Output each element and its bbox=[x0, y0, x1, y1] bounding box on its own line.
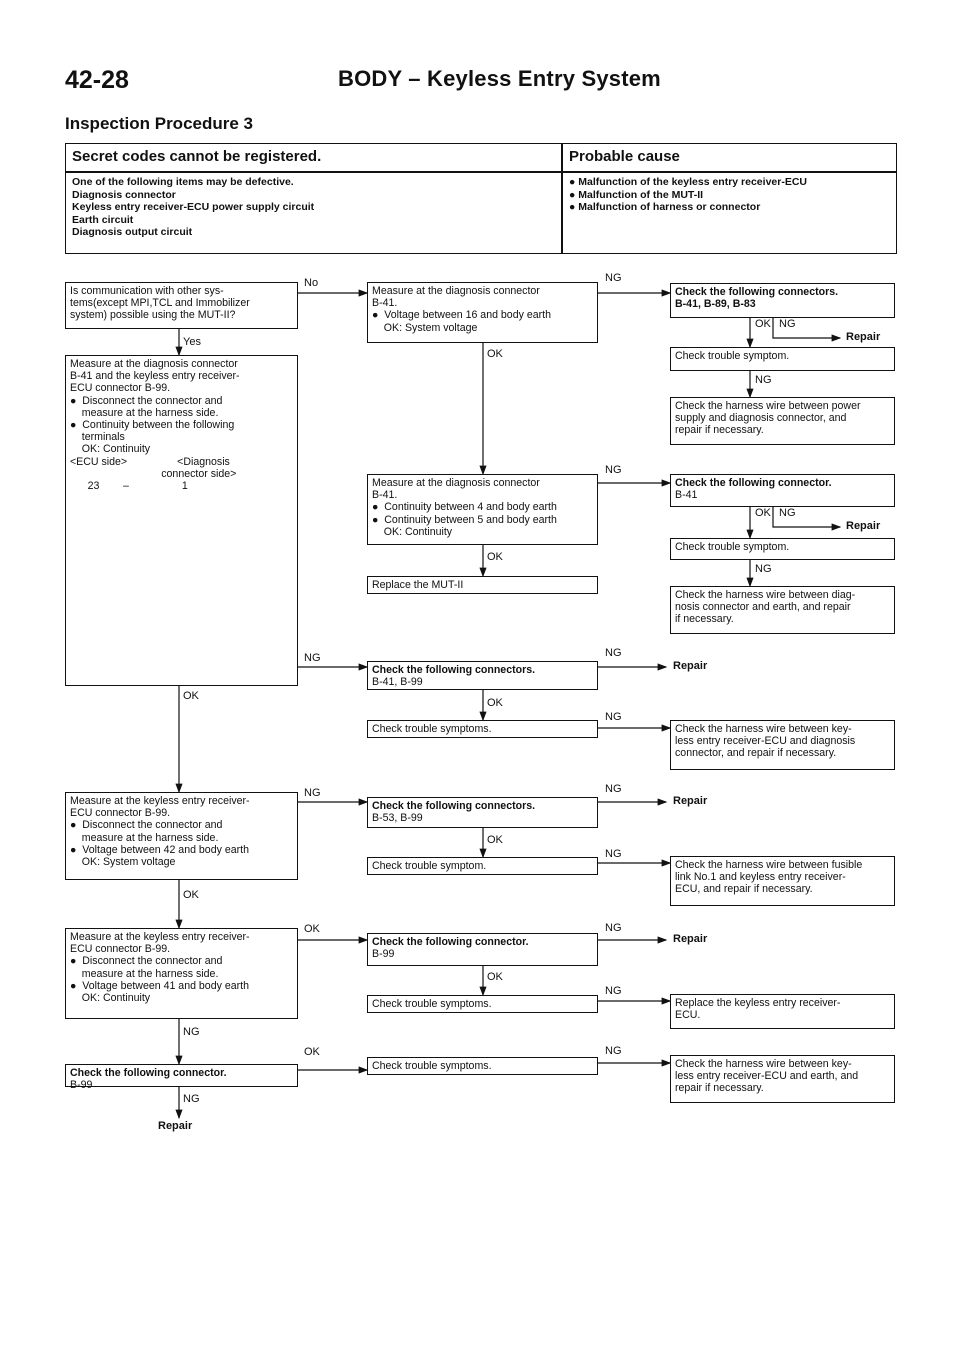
branch-label-ok: OK bbox=[487, 834, 503, 846]
box-text-line: Check trouble symptoms. bbox=[372, 723, 492, 735]
box-text-line: connector, and repair if necessary. bbox=[675, 747, 837, 760]
branch-label-ok: OK bbox=[183, 889, 199, 901]
box-text-line: Check trouble symptom. bbox=[372, 860, 487, 872]
branch-label-ng: NG bbox=[304, 787, 321, 799]
box-text-line: less entry receiver-ECU and diagnosis bbox=[675, 735, 856, 748]
box-text-line: Check the following connector. bbox=[70, 1067, 227, 1079]
branch-label-ok: OK bbox=[755, 318, 771, 330]
repair-terminal: Repair bbox=[846, 331, 881, 343]
box-text-line: Check the following connectors. bbox=[675, 286, 839, 298]
box-text-line: Check the harness wire between diag- bbox=[675, 589, 856, 601]
branch-label-ok: OK bbox=[487, 348, 503, 360]
repair-terminal: Repair bbox=[673, 933, 708, 945]
section-title: BODY – Keyless Entry System bbox=[338, 66, 661, 91]
step-measure-continuity-41 bbox=[65, 928, 298, 1019]
box-text-line: measure at the harness side. bbox=[70, 406, 219, 419]
cause-item: ● Malfunction of the keyless entry receiver-ECU bbox=[569, 176, 807, 188]
box-text-line: terminals bbox=[70, 431, 125, 444]
box-text-line: ● Continuity between 4 and body earth bbox=[372, 501, 557, 514]
box-text-line: ECU connector B-99. bbox=[70, 382, 171, 395]
cause-heading: Probable cause bbox=[569, 148, 680, 165]
step-mut-communication-question bbox=[65, 282, 298, 329]
step-measure-diag-and-ecu-connector bbox=[65, 355, 298, 686]
box-text-line: OK: Continuity bbox=[70, 443, 151, 456]
symptom-line: Earth circuit bbox=[72, 213, 134, 226]
box-text-line: link No.1 and keyless entry receiver- bbox=[675, 871, 846, 884]
box-text-line: Measure at the diagnosis connector bbox=[372, 285, 540, 297]
step-trouble-symptom-b bbox=[670, 538, 895, 560]
branch-label-ng: NG bbox=[779, 507, 796, 519]
box-text-line: repair if necessary. bbox=[675, 424, 764, 437]
box-text-line: tems(except MPI,TCL and Immobilizer bbox=[70, 297, 250, 310]
step-check-connector-b41 bbox=[670, 474, 895, 507]
step-harness-power-supply bbox=[670, 397, 895, 445]
step-trouble-symptoms-f bbox=[367, 1057, 598, 1075]
box-text-line: Check trouble symptoms. bbox=[372, 998, 492, 1010]
page-number: 42-28 bbox=[65, 66, 129, 94]
repair-terminal: Repair bbox=[673, 660, 708, 672]
step-trouble-symptom-d bbox=[367, 857, 598, 875]
box-text-line: ECU. bbox=[675, 1009, 701, 1022]
box-text-line: ● Continuity between 5 and body earth bbox=[372, 513, 557, 526]
box-text-line: Check trouble symptom. bbox=[675, 541, 790, 553]
box-text-line: Check the harness wire between fusible bbox=[675, 859, 863, 871]
branch-label-ng: NG bbox=[605, 647, 622, 659]
box-text-line: supply and diagnosis connector, and bbox=[675, 412, 847, 425]
step-trouble-symptom-a bbox=[670, 347, 895, 371]
branch-label-ng: NG bbox=[605, 711, 622, 723]
box-text-line: Check the following connectors. bbox=[372, 664, 536, 676]
box-text-line: ● Voltage between 16 and body earth bbox=[372, 309, 551, 322]
box-text-line: Check the following connectors. bbox=[372, 800, 536, 812]
box-text-line: Check the following connector. bbox=[675, 477, 832, 489]
branch-label-ng: NG bbox=[183, 1026, 200, 1038]
branch-label-ok: OK bbox=[755, 507, 771, 519]
box-text-line: if necessary. bbox=[675, 613, 734, 626]
branch-label-ok: OK bbox=[304, 923, 320, 935]
branch-label-ng: NG bbox=[304, 652, 321, 664]
box-text-line: Replace the keyless entry receiver- bbox=[675, 997, 841, 1009]
step-check-connector-b99-left bbox=[65, 1064, 298, 1092]
box-text-line: Is communication with other sys- bbox=[70, 285, 224, 297]
branch-label-ok: OK bbox=[183, 690, 199, 702]
branch-label-ok: OK bbox=[487, 697, 503, 709]
branch-label-ng: NG bbox=[605, 272, 622, 284]
branch-label-ng: NG bbox=[605, 922, 622, 934]
box-text-line: OK: Continuity bbox=[70, 992, 151, 1005]
step-measure-continuity-4-5 bbox=[367, 474, 598, 545]
repair-terminal: Repair bbox=[158, 1120, 193, 1132]
symptom-line: Keyless entry receiver-ECU power supply circuit bbox=[72, 201, 315, 213]
box-text-line: Check the harness wire between key- bbox=[675, 723, 852, 735]
box-text-line: ● Voltage between 41 and body earth bbox=[70, 979, 249, 992]
step-measure-voltage-16 bbox=[367, 282, 598, 343]
box-text-line: Check the following connector. bbox=[372, 936, 529, 948]
box-text-line: Check the harness wire between key- bbox=[675, 1058, 852, 1070]
branch-label-no: No bbox=[304, 277, 319, 289]
step-harness-diag-earth bbox=[670, 586, 895, 634]
step-trouble-symptoms-c bbox=[367, 720, 598, 738]
box-text-line: ● Continuity between the following bbox=[70, 419, 235, 432]
box-text-line: ECU, and repair if necessary. bbox=[675, 883, 813, 896]
step-replace-mut bbox=[367, 576, 598, 594]
branch-label-ng: NG bbox=[605, 783, 622, 795]
step-check-connectors-b53-b99 bbox=[367, 797, 598, 828]
box-text-line: ● Voltage between 42 and body earth bbox=[70, 843, 249, 856]
branch-label-ng: NG bbox=[183, 1093, 200, 1105]
branch-label-ng: NG bbox=[755, 374, 772, 386]
box-text-line: B-53, B-99 bbox=[372, 812, 423, 825]
step-harness-ecu-earth bbox=[670, 1055, 895, 1103]
cause-item: ● Malfunction of harness or connector bbox=[569, 201, 761, 213]
box-text-line: ECU connector B-99. bbox=[70, 807, 171, 820]
box-text-line: B-41 and the keyless entry receiver- bbox=[70, 370, 240, 383]
box-text-line: connector side> bbox=[70, 467, 237, 480]
box-text-line: B-41. bbox=[372, 489, 398, 502]
branch-label-ng: NG bbox=[605, 985, 622, 997]
box-text-line: Measure at the diagnosis connector bbox=[372, 477, 540, 489]
box-text-line: system) possible using the MUT-II? bbox=[70, 309, 236, 322]
symptom-heading: Secret codes cannot be registered. bbox=[72, 148, 322, 165]
box-text-line: Measure at the diagnosis connector bbox=[70, 358, 238, 370]
branch-label-ng: NG bbox=[605, 1045, 622, 1057]
box-text-line: ● Disconnect the connector and bbox=[70, 955, 223, 968]
step-trouble-symptoms-e bbox=[367, 995, 598, 1013]
branch-label-ng: NG bbox=[755, 563, 772, 575]
box-text-line: OK: System voltage bbox=[372, 321, 478, 334]
symptom-line: One of the following items may be defective. bbox=[72, 176, 294, 188]
branch-label-ok: OK bbox=[487, 971, 503, 983]
box-text-line: measure at the harness side. bbox=[70, 831, 219, 844]
box-text-line: less entry receiver-ECU and earth, and bbox=[675, 1070, 859, 1083]
branch-label-ok: OK bbox=[487, 551, 503, 563]
box-text-line: B-41 bbox=[675, 489, 698, 502]
box-text-line: Measure at the keyless entry receiver- bbox=[70, 795, 250, 807]
repair-terminal: Repair bbox=[846, 520, 881, 532]
box-text-line: B-41, B-99 bbox=[372, 676, 423, 689]
box-text-line: Check the harness wire between power bbox=[675, 400, 861, 412]
step-check-connectors-b41-b99 bbox=[367, 661, 598, 690]
box-text-line: ECU connector B-99. bbox=[70, 943, 171, 956]
box-text-line: Replace the MUT-II bbox=[372, 579, 464, 591]
symptom-line: Diagnosis output circuit bbox=[72, 226, 193, 238]
step-replace-ecu bbox=[670, 994, 895, 1029]
branch-label-yes: Yes bbox=[183, 336, 201, 348]
box-text-line: Measure at the keyless entry receiver- bbox=[70, 931, 250, 943]
branch-label-ng: NG bbox=[779, 318, 796, 330]
step-harness-fusible-link bbox=[670, 856, 895, 906]
box-text-line: OK: System voltage bbox=[70, 856, 176, 869]
box-text-line: B-41, B-89, B-83 bbox=[675, 298, 756, 311]
box-text-line: ● Disconnect the connector and bbox=[70, 819, 223, 832]
box-text-line: nosis connector and earth, and repair bbox=[675, 601, 851, 614]
symptom-line: Diagnosis connector bbox=[72, 188, 176, 201]
box-text-line: B-99 bbox=[372, 948, 395, 961]
box-text-line: Check trouble symptom. bbox=[675, 350, 790, 362]
branch-label-ng: NG bbox=[605, 848, 622, 860]
box-text-line: 23 – 1 bbox=[70, 480, 188, 493]
box-text-line: ● Disconnect the connector and bbox=[70, 394, 223, 407]
box-text-line: Check trouble symptoms. bbox=[372, 1060, 492, 1072]
box-text-line: measure at the harness side. bbox=[70, 967, 219, 980]
branch-label-ok: OK bbox=[304, 1046, 320, 1058]
box-text-line: B-99 bbox=[70, 1079, 93, 1092]
box-text-line: repair if necessary. bbox=[675, 1082, 764, 1095]
procedure-title: Inspection Procedure 3 bbox=[65, 114, 253, 133]
branch-label-ng: NG bbox=[605, 464, 622, 476]
step-harness-ecu-diag bbox=[670, 720, 895, 770]
step-check-connectors-b41-b89-b83 bbox=[670, 283, 895, 318]
box-text-line: B-41. bbox=[372, 297, 398, 310]
step-check-connector-b99 bbox=[367, 933, 598, 966]
box-text-line: <ECU side> <Diagnosis bbox=[70, 455, 230, 468]
cause-item: ● Malfunction of the MUT-II bbox=[569, 188, 704, 201]
step-measure-voltage-42 bbox=[65, 792, 298, 880]
box-text-line: OK: Continuity bbox=[372, 525, 453, 538]
repair-terminal: Repair bbox=[673, 795, 708, 807]
